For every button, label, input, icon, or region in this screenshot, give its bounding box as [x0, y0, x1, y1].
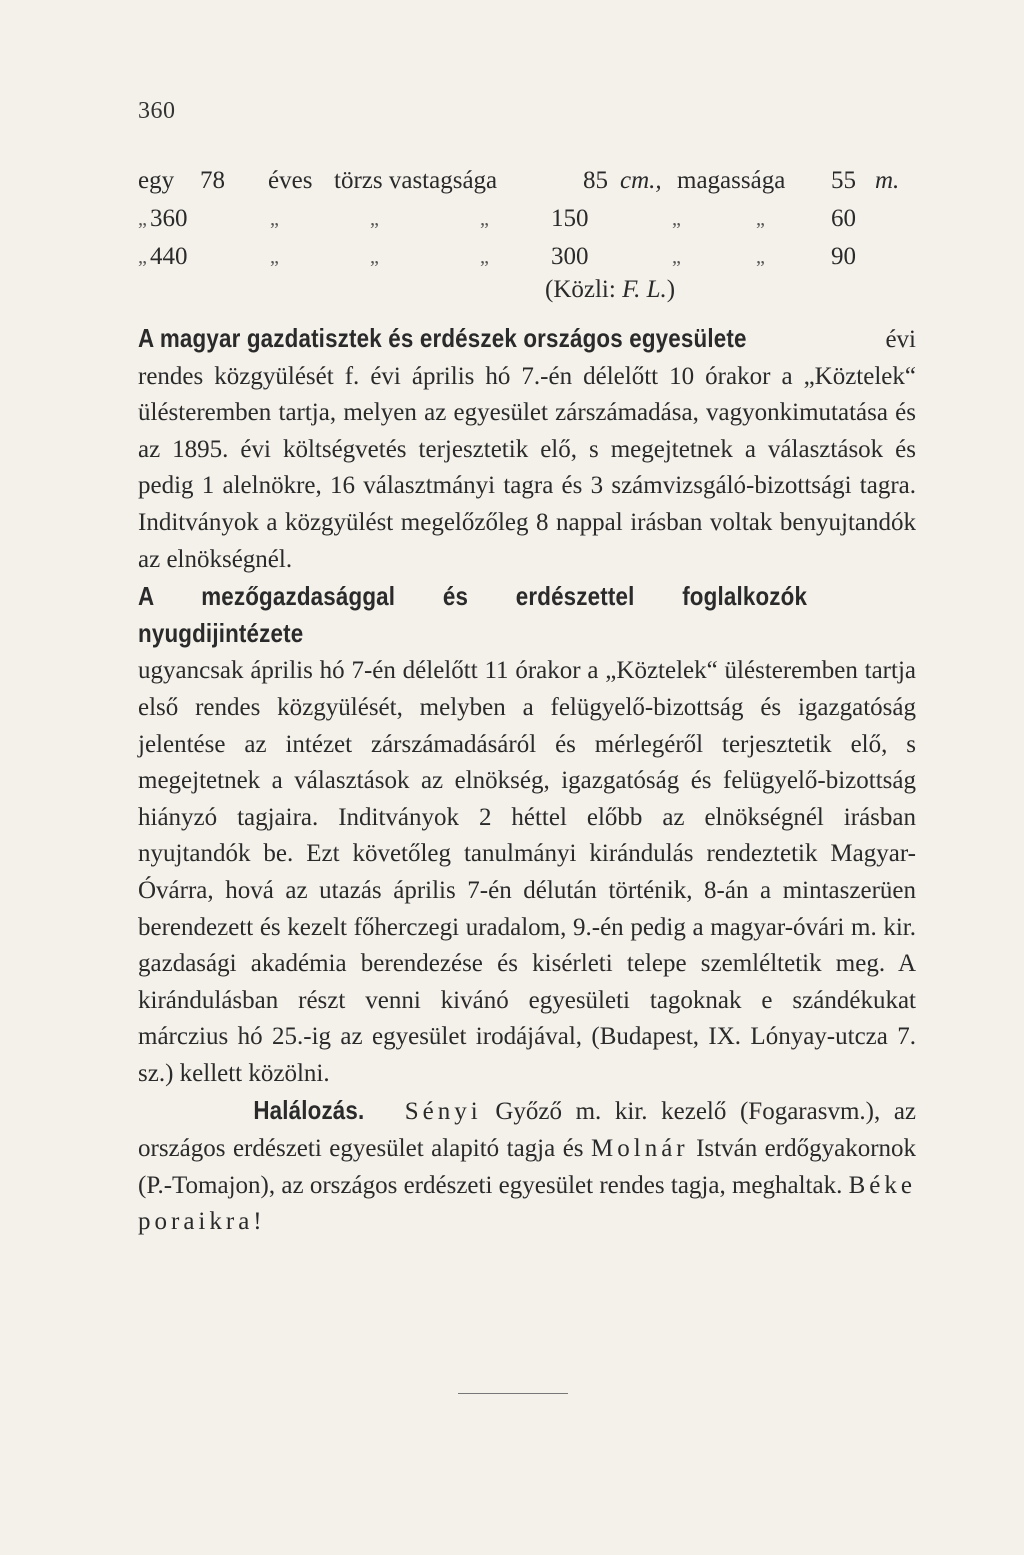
table-row	[138, 162, 918, 200]
paragraph-heading: Halálozás.	[253, 1095, 365, 1126]
paragraph-association-meeting	[138, 320, 916, 578]
trunk-label: törzs vastagsága	[334, 167, 498, 194]
thickness-value: 85	[583, 167, 608, 194]
source-note	[545, 276, 675, 304]
paragraph-heading: A mezőgazdasággal és erdészettel foglalkozók nyugdijintézete	[138, 581, 808, 648]
thickness-value: 150	[551, 205, 589, 232]
ditto-mark: „	[480, 208, 489, 230]
height-value: 55	[831, 167, 856, 194]
person-name: Molnár	[591, 1135, 689, 1163]
thickness-unit: cm.,	[620, 167, 662, 194]
paragraph-text: ugyancsak április hó 7-én délelőtt 11 órakor a „Köztelek“ ülésteremben tartja első rendes közgyülését, melyben a felügyelő-bizottság és igazgatóság jelentése az intézet zárszámadásáról és mérlegéről terjesztetik elő, s megejtetnek a választások az elnökség, igazgatóság és felügyelő-bizottság hiányzó tagjaira. Inditványok 2 héttel előbb az elnökségnél irásban nyujtandók be. Ezt követőleg tanulmányi kirándulás rendeztetik Magyar-Óvárra, hová az utazás április 7-én délután történik, 8-án a mintaszerüen berendezett és kezelt főherczegi uradalom, 9.-én pedig a magyar-óvári m. kir. gazdasági akadémia berendezése és kisérleti telepe szemléltetik meg. A kirándulásban részt venni kivánó egyesületi tagoknak e szándékukat márczius hó 25.-ig az egyesület irodájával, (Budapest, IX. Lónyay-utcza 7. sz.) kellett közölni.	[138, 657, 916, 1087]
paragraph-obituary	[138, 1092, 916, 1240]
paragraph-pension-institute	[138, 578, 916, 1092]
person-name: Sényi	[404, 1098, 482, 1126]
ditto-mark: „	[756, 246, 765, 268]
height-label: magassága	[677, 167, 786, 194]
ditto-mark: „	[370, 208, 379, 230]
section-divider	[458, 1393, 568, 1394]
source-author: F. L.	[622, 276, 667, 303]
ditto-mark: „	[270, 208, 279, 230]
age-unit: éves	[268, 167, 313, 194]
paragraph-heading: A magyar gazdatisztek és erdészek országos egyesülete	[138, 323, 747, 353]
article-body	[138, 320, 916, 1241]
ditto-mark: „	[138, 246, 147, 268]
tree-measurement-table	[138, 162, 918, 276]
table-row	[138, 200, 918, 238]
age-value: 78	[200, 167, 225, 194]
paragraph-text: Győző m. kir. kezelő (Fogarasvm.), az országos erdészeti egyesület alapitó tagja és	[138, 1098, 917, 1163]
ditto-mark: „	[672, 208, 681, 230]
page-number: 360	[138, 98, 176, 124]
ditto-mark: „	[672, 246, 681, 268]
ditto-mark: „	[270, 246, 279, 268]
source-suffix: )	[666, 276, 676, 303]
table-row	[138, 238, 918, 276]
height-value: 60	[831, 205, 856, 232]
ditto-mark: „	[370, 246, 379, 268]
paragraph-text: István erdőgyakornok (P.-Tomajon), az országos erdészeti egyesület rendes tagja, meghaltak.	[138, 1135, 917, 1199]
closing-phrase: Béke poraikra!	[138, 1171, 916, 1236]
row-label: egy	[138, 167, 175, 194]
ditto-mark: „	[480, 246, 489, 268]
height-unit: m.	[875, 167, 900, 194]
paragraph-text: évi rendes közgyülését f. évi április hó 7.-én délelőtt 10 órakor a „Köztelek“ ülésteremben tartja, melyen az egyesület zárszámadása, vagyonkimutatása és az 1895. évi költségvetés terjesztetik elő, s megejtetnek a választások és pedig 1 alelnökre, 16 választmányi tagra és 3 számvizsgáló-bizottsági tagra. Inditványok a közgyülést megelőzőleg 8 nappal irásban voltak benyujtandók az elnökségnél.	[138, 326, 916, 573]
age-value: 440	[150, 243, 188, 270]
ditto-mark: „	[138, 208, 147, 230]
source-prefix: (Közli:	[545, 276, 616, 303]
age-value: 360	[150, 205, 188, 232]
ditto-mark: „	[756, 208, 765, 230]
thickness-value: 300	[551, 243, 589, 270]
height-value: 90	[831, 243, 856, 270]
